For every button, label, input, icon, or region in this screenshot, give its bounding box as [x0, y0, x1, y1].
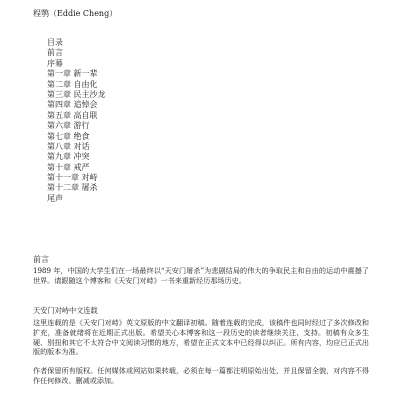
toc-item-chapter-3[interactable]: 第三章 民主沙龙	[47, 89, 106, 99]
toc-item-chapter-5[interactable]: 第五章 高自联	[47, 110, 98, 120]
preface-paragraph-copyright: 作者保留所有版权。任何媒体或网站如果转载，必须在每一篇都注明原始出处，并且保留全貌，对内容不得作任何修改、删减或添加。	[33, 366, 369, 385]
toc-heading: 目录	[47, 38, 63, 47]
toc-item-epilogue[interactable]: 尾声	[47, 193, 63, 203]
toc-item-prologue[interactable]: 序幕	[47, 58, 63, 68]
toc-item-chapter-8[interactable]: 第八章 对话	[47, 141, 90, 151]
serial-subtitle: 天安门对峙中文连载	[33, 306, 98, 315]
toc-item-chapter-7[interactable]: 第七章 绝食	[47, 131, 90, 141]
toc-item-chapter-1[interactable]: 第一章 新一辈	[47, 69, 98, 79]
toc-item-chapter-12[interactable]: 第十二章 屠杀	[47, 183, 98, 193]
toc-item-chapter-6[interactable]: 第六章 游行	[47, 121, 90, 131]
toc-item-chapter-9[interactable]: 第九章 冲突	[47, 152, 90, 162]
preface-paragraph-serial: 这里连载的是《天安门对峙》英文原版的中文翻译初稿。随着连载的完成，该稿件也同时经过了多次修改和扩充，准备就绪将在近期正式出版。希望关心本博客和这一段历史的读者继续关注、支持。初稿有众多生硬、别扭和其它不太符合中文阅读习惯的地方，希望在正式文本中已经得以纠正。所有内容，均应已正式出版的版本为准。	[33, 318, 369, 357]
toc-item-chapter-4[interactable]: 第四章 追悼会	[47, 100, 98, 110]
preface-heading: 前言	[33, 255, 49, 264]
toc-item-chapter-2[interactable]: 第二章 自由化	[47, 79, 98, 89]
preface-paragraph-intro: 1989 年，中国的大学生们在一场最终以“天安门屠杀”为悲剧结局的伟大的争取民主和自由的运动中震撼了世界。请跟随这个博客和《天安门对峙》一书来重新经历那场历史。	[33, 266, 369, 285]
toc-item-preface[interactable]: 前言	[47, 48, 63, 58]
author-name: 程鹗（Eddie Cheng）	[33, 9, 118, 18]
toc-item-chapter-10[interactable]: 第十章 戒严	[47, 162, 90, 172]
toc-item-chapter-11[interactable]: 第十一章 对峙	[47, 173, 98, 183]
table-of-contents	[47, 38, 106, 204]
